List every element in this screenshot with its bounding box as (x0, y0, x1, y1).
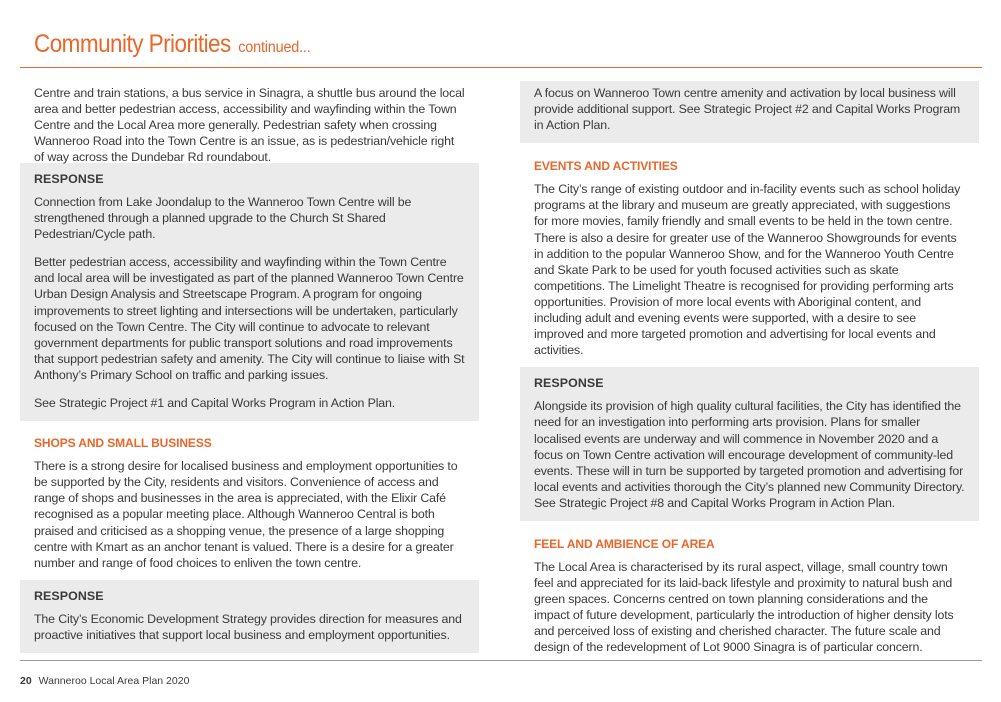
response-heading: RESPONSE (534, 376, 604, 391)
response-paragraph: Alongside its provision of high quality cultural facilities, the City has identified the need for an investigation into performing arts provision. Plans for smaller localised events are underway and will commence in November 2020 and a focus on Town Centre activation will encourage development of community-led events. These will in turn be supported by targeted promotion and advertising for local events and activities thorough the City’s planned new Community Directory. See Strategic Project #8 and Capital Works Program in Action Plan. (534, 399, 965, 510)
section-heading-shops: SHOPS AND SMALL BUSINESS (34, 436, 212, 451)
response-paragraph: A focus on Wanneroo Town centre amenity and activation by local business will provide additional support. See Strategic Project #2 and Capital Works Program in Action Plan. (534, 86, 961, 133)
response-box-continued (520, 81, 979, 143)
response-paragraph: See Strategic Project #1 and Capital Works Program in Action Plan. (34, 396, 396, 411)
section-heading-events: EVENTS AND ACTIVITIES (534, 159, 678, 174)
right-column (520, 81, 979, 656)
page-title (34, 30, 311, 59)
response-paragraph: Better pedestrian access, accessibility and wayfinding within the Town Centre and local area will be investigated as part of the planned Wanneroo Town Centre Urban Design Analysis and Streetscape Program. A program for ongoing improvements to street lighting and intersections will be undertaken, particularly focused on the Town Centre. The City will continue to advocate to relevant government departments for public transport solutions and road improvements that support pedestrian safety and amenity. The City will continue to liaise with St Anthony’s Primary School on traffic and parking issues. (34, 255, 465, 382)
feel-section (520, 521, 979, 656)
section-heading-feel: FEEL AND AMBIENCE OF AREA (534, 536, 715, 551)
response-box-transport (20, 163, 479, 421)
response-heading: RESPONSE (34, 172, 104, 186)
response-box-events (520, 367, 979, 521)
intro-paragraph: Centre and train stations, a bus service in Sinagra, a shuttle bus around the local area and better pedestrian access, accessibility and wayfinding within the Town Centre and the Local Area more generally. Pedestrian safety when crossing Wanneroo Road into the Town Centre is an issue, as is pedestrian/vehicle right of way across the Dundebar Rd roundabout. (34, 86, 465, 165)
shops-paragraph: There is a strong desire for localised business and employment opportunities to be supported by the City, residents and visitors. Convenience of access and range of shops and businesses in the area is appreciated, with the Elixir Café recognised as a popular meeting place. Although Wanneroo Central is both praised and criticised as a shopping venue, the presence of a large shopping centre with Kmart as an anchor tenant is valued. There is a desire for a greater number and range of food choices to enliven the town centre. (34, 459, 458, 570)
shops-section (20, 421, 479, 571)
events-paragraph: The City’s range of existing outdoor and in-facility events such as school holiday programs at the library and museum are greatly appreciated, with suggestions for more movies, family friendly and small events to be held in the town centre. There is also a desire for greater use of the Wanneroo Showgrounds for events in addition to the popular Wanneroo Show, and for the Wanneroo Youth Centre and Skate Park to be used for youth focused activities such as skate competitions. The Limelight Theatre is recognised for providing performing arts opportunities. Provision of more local events with Aboriginal content, and including adult and evening events were supported, with a desire to see improved and more targeted promotion and advertising for local events and activities. (534, 182, 961, 358)
response-heading: RESPONSE (34, 588, 104, 603)
feel-paragraph: The Local Area is characterised by its rural aspect, village, small country town feel and appreciated for its laid-back lifestyle and proximity to natural bush and green spaces. Concerns centred on town planning considerations and the impact of future development, particularly the introduction of higher density lots and perceived loss of existing and cherished character. The future scale and design of the redevelopment of Lot 9000 Sinagra is of particular concern. (534, 559, 954, 655)
footer-divider (20, 660, 982, 661)
title-divider (20, 67, 982, 68)
response-paragraph: The City’s Economic Development Strategy provides direction for measures and proactive initiatives that support local business and employment opportunities. (34, 611, 462, 642)
events-section (520, 143, 979, 358)
page-title-continued: continued... (238, 39, 311, 56)
response-box-shops (20, 580, 479, 653)
response-paragraph: Connection from Lake Joondalup to the Wanneroo Town Centre will be strengthened through a planned upgrade to the Church St Shared Pedestrian/Cycle path. (34, 195, 412, 242)
left-column (20, 81, 479, 653)
page-title-main: Community Priorities (34, 30, 231, 58)
document-title: Wanneroo Local Area Plan 2020 (38, 675, 190, 687)
page-number: 20 (20, 675, 32, 687)
page-footer (20, 675, 189, 687)
